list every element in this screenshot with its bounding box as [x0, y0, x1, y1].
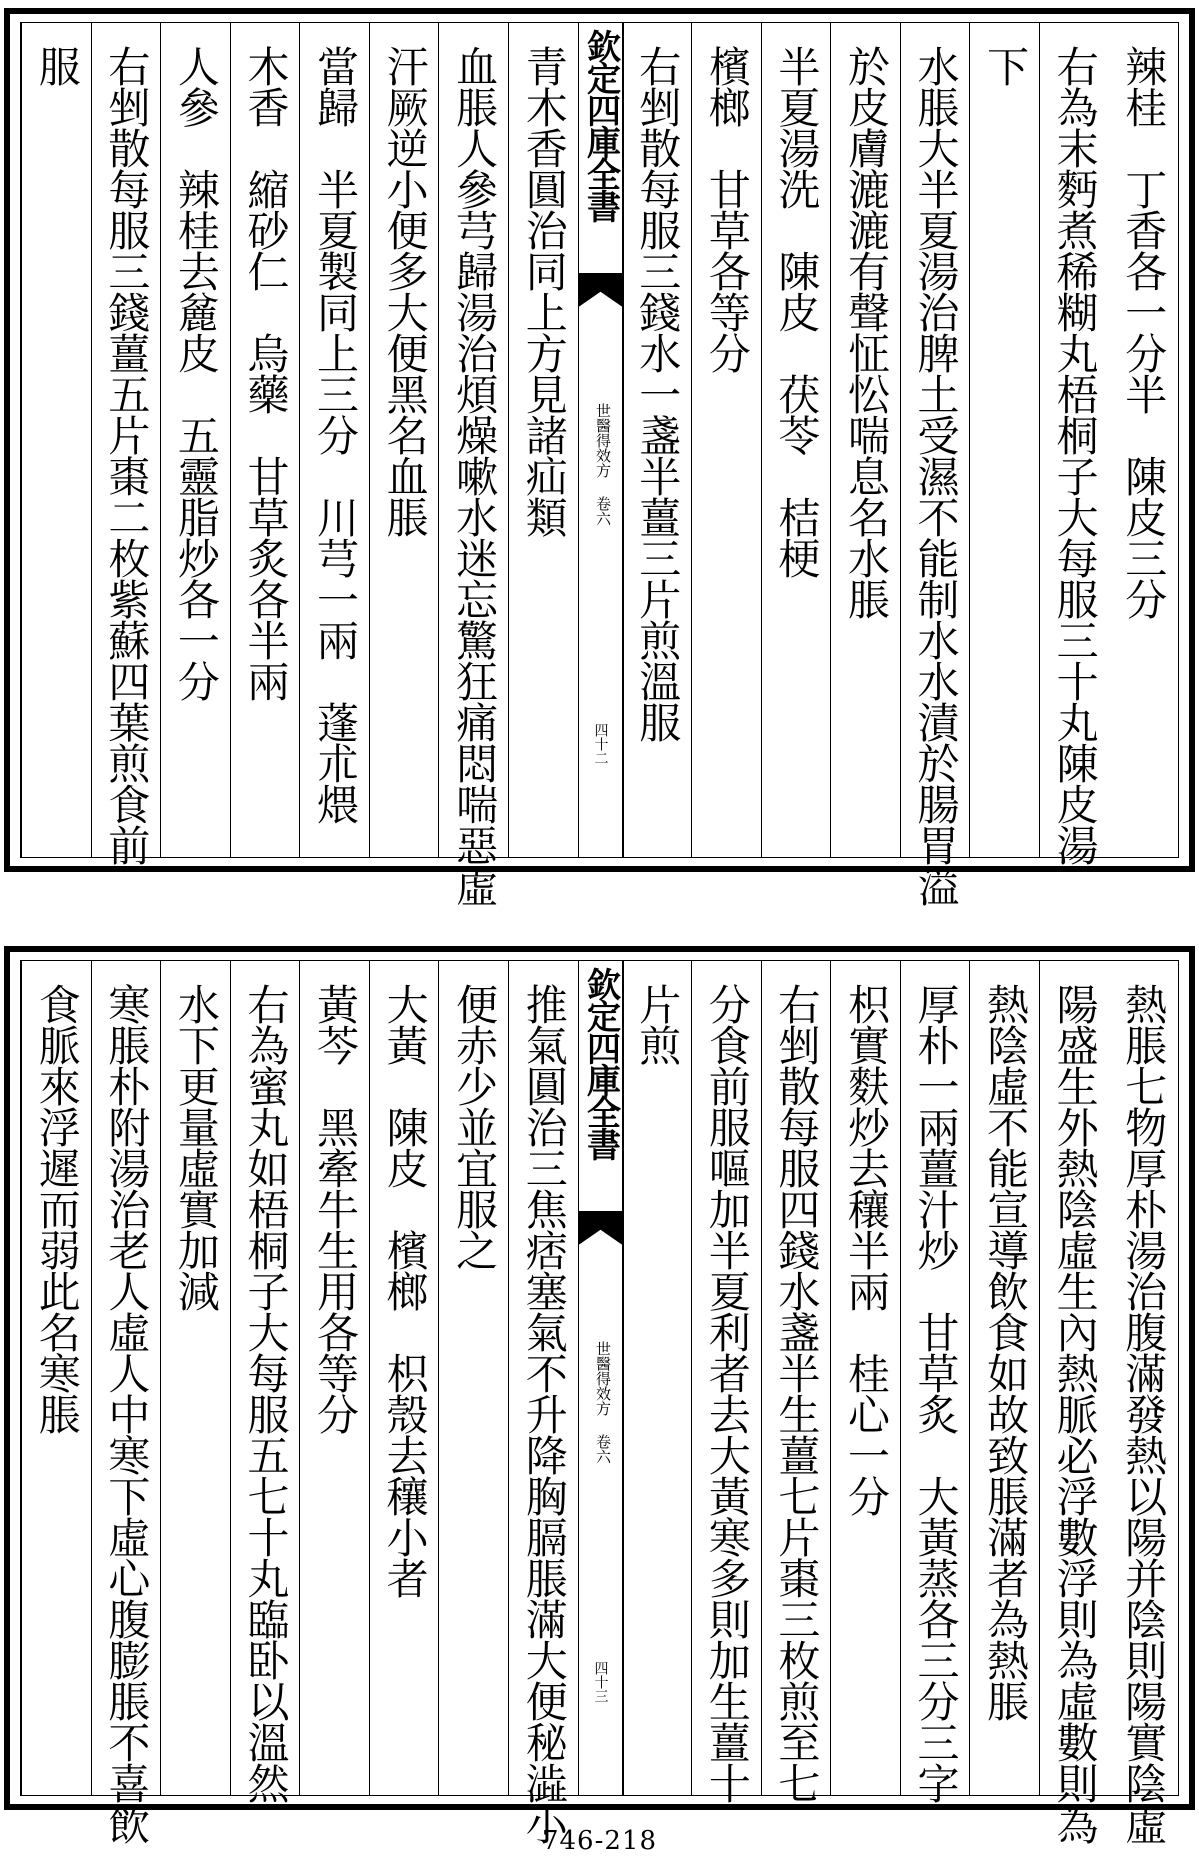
top-page-column-13 — [230, 23, 301, 857]
bottom-page-column-3 — [969, 961, 1040, 1795]
bottom-page-column-text: 水下更量虛實加減 — [171, 983, 221, 1311]
fish-tail-mark — [579, 1211, 623, 1245]
bottom-page-column-text: 陽盛生外熱陰虛生內熱脈必浮數浮則為虛數則為 — [1050, 983, 1100, 1844]
bottom-page-column-9 — [508, 961, 579, 1844]
top-page-frame — [4, 8, 1195, 906]
top-page-column-11 — [369, 23, 440, 857]
top-page-page-number: 四十二 — [592, 723, 609, 765]
bottom-page-column-text: 食脈來浮遲而弱此名寒脹 — [32, 983, 82, 1434]
bottom-page-column-text: 厚朴一兩薑汁炒 甘草炙 大黃蒸各三分三字 — [911, 983, 961, 1803]
top-page-text-area — [20, 22, 1179, 906]
bottom-page-column-12 — [299, 961, 370, 1795]
bottom-page-column-15 — [91, 961, 162, 1844]
top-page-column-10 — [438, 23, 509, 906]
top-page-column-text: 汗厥逆小便多大便黑名血脹 — [380, 45, 430, 537]
bottom-page-column-text: 便赤少並宜服之 — [450, 983, 500, 1270]
bottom-page-column-text: 右為蜜丸如梧桐子大每服五七十丸臨卧以溫然 — [241, 983, 291, 1803]
top-page-column-text: 青木香圓治同上方見諸疝類 — [519, 45, 569, 537]
top-page-column-3 — [969, 23, 1040, 857]
top-page-column-text: 辣桂 丁香各一分半 陳皮三分 — [1119, 45, 1169, 619]
top-page-column-text: 人參 辣桂去麄皮 五靈脂炒各一分 — [171, 45, 221, 701]
bottom-page-column-1 — [1108, 961, 1178, 1844]
top-page-column-5 — [830, 23, 901, 857]
bottom-page-column-5 — [830, 961, 901, 1795]
bottom-page-column-7 — [691, 961, 762, 1803]
top-page-column-8 — [622, 23, 693, 857]
bottom-page-column-text: 推氣圓治三焦痞塞氣不升降胸膈脹滿大便秘澁小 — [519, 983, 569, 1844]
bottom-page-column-10 — [438, 961, 509, 1795]
bottom-page-column-text: 寒脹朴附湯治老人虛人中寒下虛心腹膨脹不喜飲 — [102, 983, 152, 1844]
top-page-column-text: 半夏湯洗 陳皮 茯苓 桔梗 — [772, 45, 822, 578]
top-page-column-7 — [691, 23, 762, 857]
bottom-page-center-column — [578, 961, 624, 1795]
bottom-page-column-text: 熱脹七物厚朴湯治腹滿發熱以陽并陰則陽實陰虛 — [1119, 983, 1169, 1844]
bottom-page-column-4 — [900, 961, 971, 1803]
top-page-column-2 — [1039, 23, 1110, 865]
bottom-page-column-13 — [230, 961, 301, 1803]
top-page-center-column — [578, 23, 624, 857]
top-page-column-text: 右為末麪煮稀糊丸梧桐子大每服三十丸陳皮湯 — [1050, 45, 1100, 865]
bottom-page-column-16 — [21, 961, 92, 1795]
top-page-column-text: 木香 縮砂仁 烏藥 甘草炙各半兩 — [241, 45, 291, 701]
top-page-column-9 — [508, 23, 579, 857]
bottom-page-column-text: 右剉散每服四錢水盞半生薑七片棗三枚煎至七 — [772, 983, 822, 1803]
top-page-column-text: 當歸 半夏製同上三分 川芎一兩 蓬朮煨 — [311, 45, 361, 824]
bottom-page-center-title: 欽定四庫全書 — [580, 967, 621, 1159]
top-page-column-12 — [299, 23, 370, 857]
top-page-column-text: 檳榔 甘草各等分 — [702, 45, 752, 373]
bottom-page-column-text: 枳實麩炒去穰半兩 桂心一分 — [841, 983, 891, 1516]
top-page-column-6 — [761, 23, 832, 857]
top-page-column-14 — [160, 23, 231, 857]
top-page-center-title: 欽定四庫全書 — [580, 29, 621, 221]
top-page-column-text: 血脹人參芎歸湯治煩燥嗽水迷忘驚狂痛悶喘惡虛 — [450, 45, 500, 906]
bottom-page-column-2 — [1039, 961, 1110, 1844]
bottom-page-column-text: 大黃 陳皮 檳榔 枳殼去穰小者 — [380, 983, 430, 1598]
bottom-page-column-text: 黃芩 黑牽牛生用各等分 — [311, 983, 361, 1434]
top-page-column-16 — [21, 23, 92, 857]
bottom-page-book-title: 世醫得效方 卷六 — [593, 1341, 612, 1464]
page-footer-number: 746-218 — [541, 1826, 658, 1856]
top-page-column-text: 右剉散每服三錢水一盞半薑三片煎溫服 — [633, 45, 683, 742]
top-page-book-title: 世醫得效方 卷六 — [593, 403, 612, 526]
fish-tail-mark — [579, 273, 623, 307]
bottom-page-column-text: 片煎 — [633, 983, 683, 1065]
top-page-column-1 — [1108, 23, 1178, 857]
bottom-page-column-8 — [622, 961, 693, 1795]
top-page-column-text: 服 — [32, 45, 82, 86]
bottom-page-page-number: 四十三 — [592, 1661, 609, 1703]
bottom-page-column-14 — [160, 961, 231, 1795]
bottom-page-column-text: 熱陰虛不能宣導飲食如故致脹滿者為熱脹 — [981, 983, 1031, 1721]
top-page-column-text: 下 — [981, 45, 1031, 86]
bottom-page-column-text: 分食前服嘔加半夏利者去大黃寒多則加生薑十 — [702, 983, 752, 1803]
top-page-column-text: 水脹大半夏湯治脾土受濕不能制水水漬於腸胃溢 — [911, 45, 961, 906]
top-page-column-text: 於皮膚漉漉有聲怔忪喘息名水脹 — [841, 45, 891, 619]
top-page-column-4 — [900, 23, 971, 906]
bottom-page-column-6 — [761, 961, 832, 1803]
top-page-column-text: 右剉散每服三錢薑五片棗二枚紫蘇四葉煎食前 — [102, 45, 152, 865]
bottom-page-column-11 — [369, 961, 440, 1795]
top-page-column-15 — [91, 23, 162, 865]
